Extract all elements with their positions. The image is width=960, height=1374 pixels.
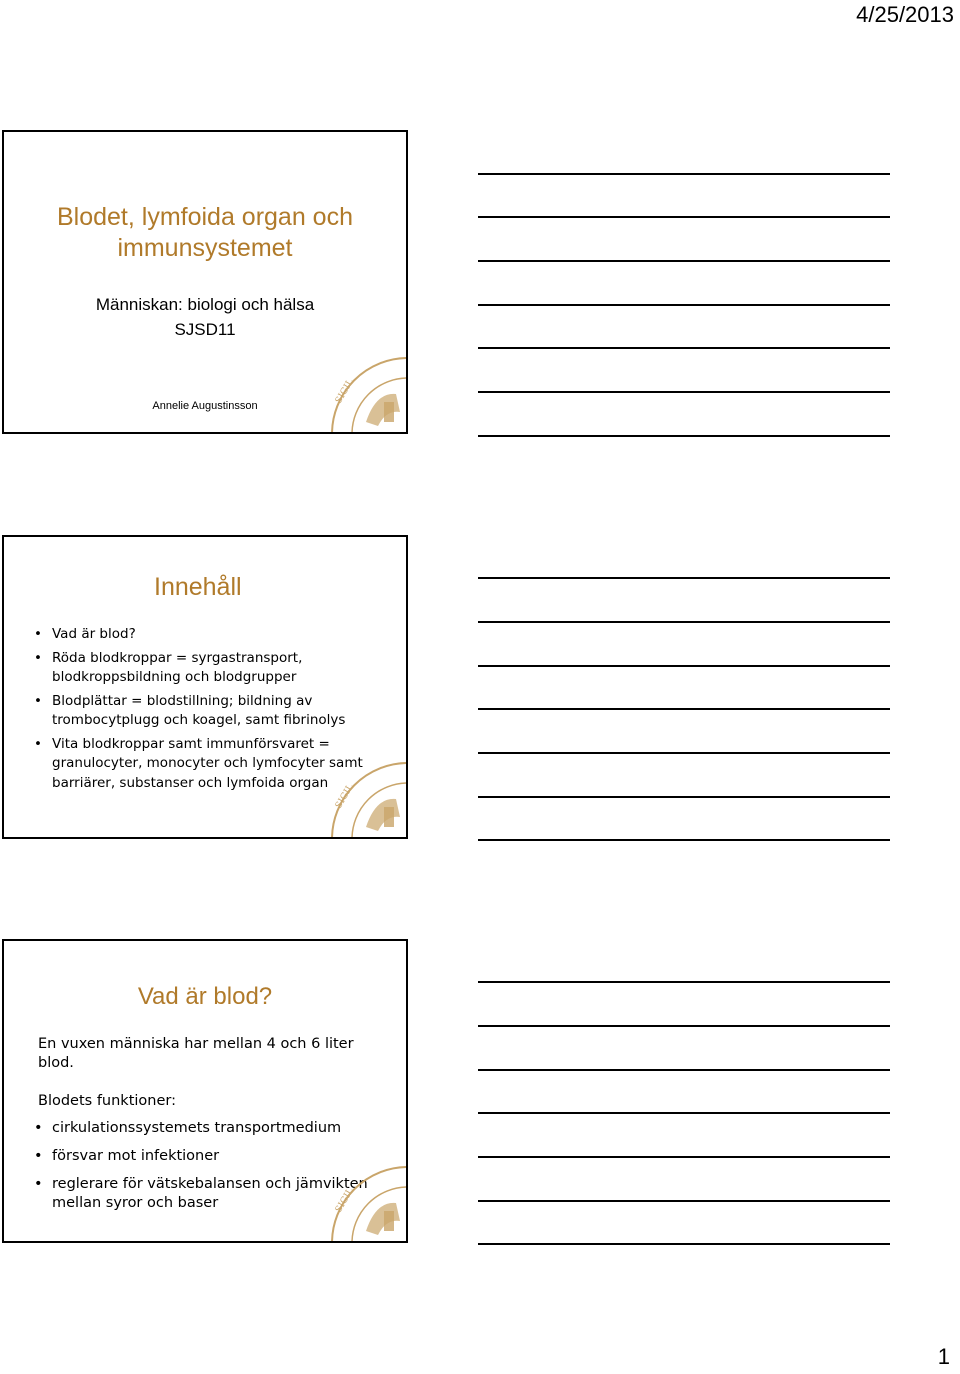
note-line: [478, 1112, 890, 1114]
slide-3-paragraph-2: Blodets funktioner:: [38, 1093, 176, 1109]
slide-3-title: Vad är blod?: [137, 983, 273, 1010]
slide-3-paragraph-1: En vuxen människa har mellan 4 och 6 liter blod.: [38, 1036, 354, 1071]
note-line: [478, 304, 890, 306]
slide-1-title: [4, 202, 406, 264]
slide-1-subtitle: [4, 292, 406, 342]
slide-3: [2, 939, 408, 1243]
note-line: [478, 1156, 890, 1158]
note-line: [478, 216, 890, 218]
note-line: [478, 1025, 890, 1027]
note-line: [478, 435, 890, 437]
slide-2-bullet: • Blodplättar = blodstillning; bildning av trombocytplugg och koagel, samt fibrinolys: [32, 692, 372, 731]
note-line: [478, 391, 890, 393]
slide-3-bullet: • cirkulationssystemets transportmedium: [32, 1119, 372, 1138]
slide-2-bullet: • Vita blodkroppar samt immunförsvaret = granulocyter, monocyter och lymfocyter samt barriärer, substanser och lymfoida organ: [32, 735, 372, 794]
slide-2-bullet: • Vad är blod?: [32, 625, 372, 645]
slide-2: [2, 535, 408, 839]
note-line: [478, 1243, 890, 1245]
slide-2-bullet: • Röda blodkroppar = syrgastransport, blodkroppsbildning och blodgrupper: [32, 649, 372, 688]
slide-1-title-line-2: immunsystemet: [117, 234, 293, 262]
slide-2-title: Innehåll: [154, 573, 242, 601]
svg-text:SIGIL: SIGIL: [333, 1186, 356, 1215]
note-line: [478, 752, 890, 754]
note-line: [478, 260, 890, 262]
page-number: 1: [937, 1344, 950, 1369]
slide-1-subtitle-line-2: SJSD11: [174, 320, 236, 339]
svg-text:SIGIL: SIGIL: [333, 377, 356, 406]
slide-2-bullet-list: [32, 625, 372, 797]
slide-1-author: Annelie Augustinsson: [152, 400, 258, 412]
university-seal-icon: [326, 1161, 408, 1243]
note-line: [478, 796, 890, 798]
university-seal-icon: [326, 352, 408, 434]
note-line: [478, 665, 890, 667]
note-line: [478, 981, 890, 983]
svg-text:SIGIL: SIGIL: [333, 782, 356, 811]
note-line: [478, 173, 890, 175]
slide-1: [2, 130, 408, 434]
note-line: [478, 1069, 890, 1071]
note-line: [478, 1200, 890, 1202]
slide-3-bullet: • reglerare för vätskebalansen och jämvikten mellan syror och baser: [32, 1175, 372, 1213]
slide-1-title-line-1: Blodet, lymfoida organ och: [56, 203, 353, 231]
university-seal-icon: [326, 757, 408, 839]
note-line: [478, 577, 890, 579]
slide-1-subtitle-line-1: Människan: biologi och hälsa: [95, 295, 315, 314]
note-line: [478, 347, 890, 349]
slide-3-bullet: • försvar mot infektioner: [32, 1147, 372, 1166]
note-line: [478, 708, 890, 710]
slide-3-bullet-list: [32, 1119, 372, 1222]
note-line: [478, 621, 890, 623]
header-date: 4/25/2013: [856, 2, 954, 27]
note-line: [478, 839, 890, 841]
